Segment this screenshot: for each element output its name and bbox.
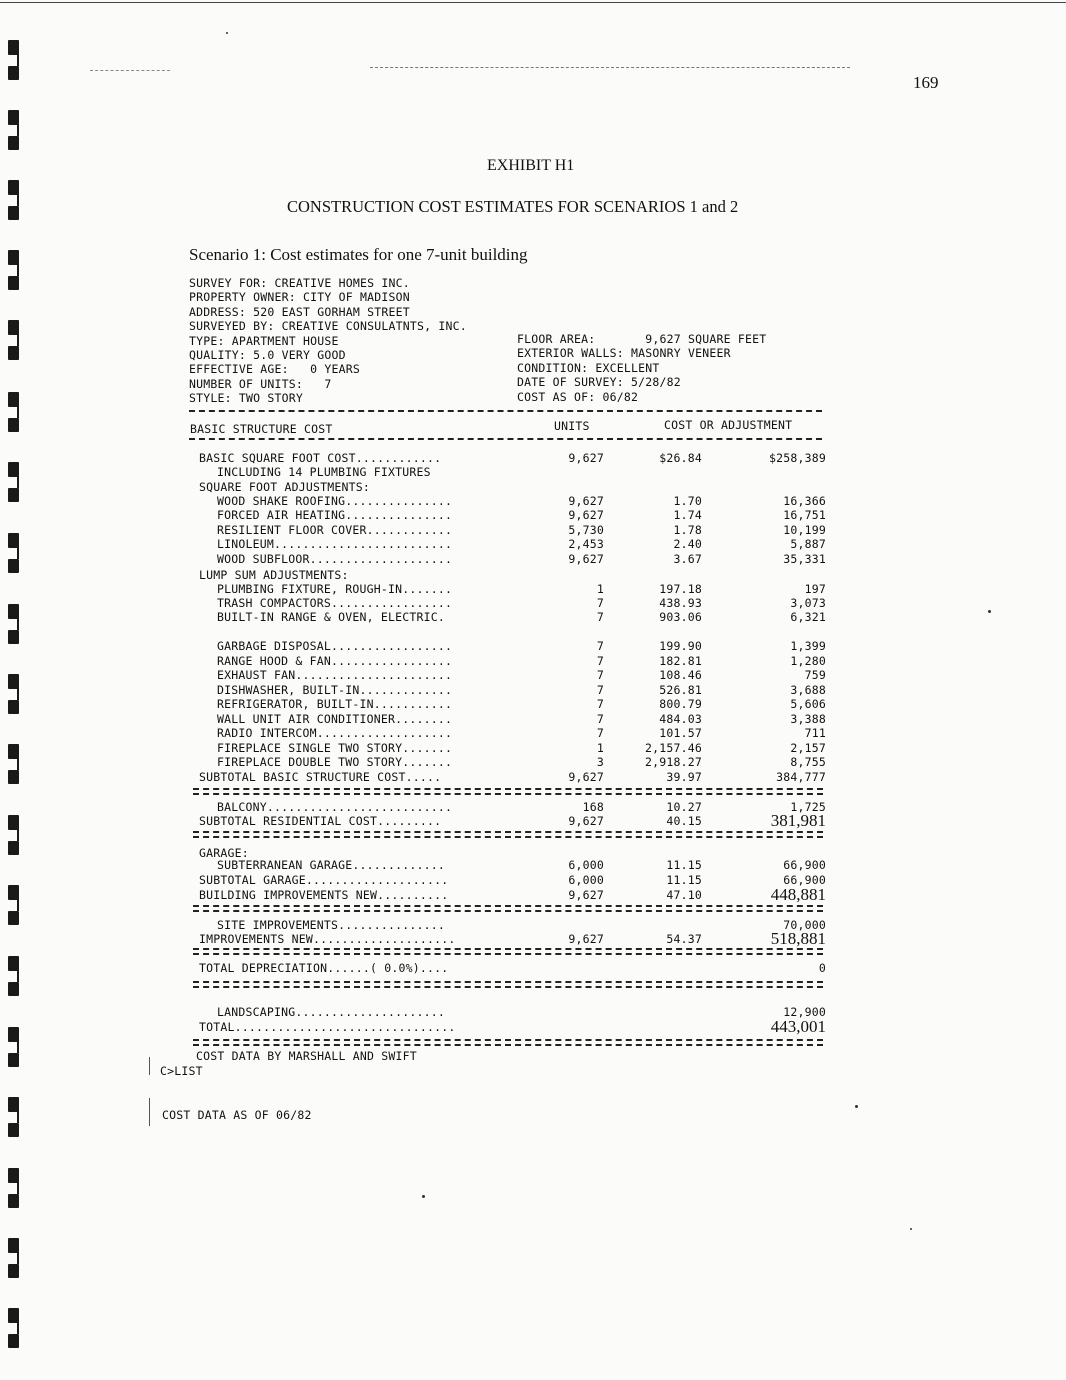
row-adjustment: 711 (804, 726, 826, 740)
scan-mark (90, 70, 170, 71)
cost-data-source: COST DATA BY MARSHALL AND SWIFT (196, 1049, 417, 1063)
row-unit-cost: 1.78 (673, 523, 702, 537)
row-adjustment: 0 (818, 961, 826, 975)
table-row (0, 465, 1066, 479)
column-header-units: UNITS (554, 419, 590, 433)
table-row (0, 885, 1066, 904)
table-row (0, 770, 1066, 784)
row-adjustment: 518,881 (770, 929, 826, 948)
survey-info-line: PROPERTY OWNER: CITY OF MADISON (189, 290, 410, 305)
row-adjustment: 448,881 (770, 885, 826, 904)
table-row (0, 596, 1066, 610)
scan-mark (149, 1057, 150, 1075)
rule (193, 953, 823, 955)
row-units: 7 (596, 712, 604, 726)
survey-info-line: CONDITION: EXCELLENT (517, 360, 660, 375)
row-label: PLUMBING FIXTURE, ROUGH-IN....... (217, 582, 453, 596)
row-label: IMPROVEMENTS NEW.................... (199, 932, 456, 946)
row-adjustment: 1,399 (790, 639, 826, 653)
survey-info-line: ADDRESS: 520 EAST GORHAM STREET (189, 304, 410, 319)
row-label: SUBTOTAL BASIC STRUCTURE COST..... (199, 770, 442, 784)
table-row (0, 755, 1066, 769)
table-row (0, 480, 1066, 494)
row-adjustment: 3,073 (790, 596, 826, 610)
table-row (0, 961, 1066, 975)
row-units: 7 (596, 610, 604, 624)
row-units: 168 (582, 800, 604, 814)
rule (193, 1044, 823, 1046)
table-row (0, 568, 1066, 582)
table-row (0, 811, 1066, 830)
table-row (0, 582, 1066, 596)
row-label: SITE IMPROVEMENTS............... (217, 918, 445, 932)
rule (193, 948, 823, 950)
row-label: LANDSCAPING..................... (217, 1005, 445, 1019)
row-label: INCLUDING 14 PLUMBING FIXTURES (217, 465, 431, 479)
table-row (0, 929, 1066, 948)
rule (193, 788, 823, 790)
row-units: 9,627 (568, 494, 604, 508)
rule (193, 986, 823, 988)
row-unit-cost: 1.70 (673, 494, 702, 508)
row-label: DISHWASHER, BUILT-IN............. (217, 683, 453, 697)
row-adjustment: 759 (804, 668, 826, 682)
row-label: TOTAL DEPRECIATION......( 0.0%).... (199, 961, 449, 975)
row-adjustment: 384,777 (776, 770, 826, 784)
table-row (0, 1017, 1066, 1036)
row-unit-cost: $26.84 (659, 451, 702, 465)
rule (193, 831, 823, 833)
table-row (0, 741, 1066, 755)
row-adjustment: 3,388 (790, 712, 826, 726)
row-label: SUBTERRANEAN GARAGE............. (217, 858, 445, 872)
row-units: 7 (596, 596, 604, 610)
row-units: 7 (596, 668, 604, 682)
row-units: 3 (596, 755, 604, 769)
table-row (0, 697, 1066, 711)
cost-data-date: COST DATA AS OF 06/82 (162, 1108, 312, 1122)
row-units: 9,627 (568, 451, 604, 465)
row-adjustment: $258,389 (769, 451, 826, 465)
row-label: FIREPLACE DOUBLE TWO STORY....... (217, 755, 453, 769)
row-label: SQUARE FOOT ADJUSTMENTS: (199, 480, 370, 494)
row-units: 9,627 (568, 888, 604, 902)
row-label: LINOLEUM......................... (217, 537, 453, 551)
row-label: RANGE HOOD & FAN................. (217, 654, 453, 668)
row-unit-cost: 108.46 (659, 668, 702, 682)
survey-info-line: NUMBER OF UNITS: 7 (189, 376, 332, 391)
table-row (0, 800, 1066, 814)
row-label: RADIO INTERCOM................... (217, 726, 453, 740)
exhibit-label: EXHIBIT H1 (487, 157, 575, 174)
row-label: FIREPLACE SINGLE TWO STORY....... (217, 741, 453, 755)
table-row (0, 639, 1066, 653)
row-units: 7 (596, 697, 604, 711)
row-label: WALL UNIT AIR CONDITIONER........ (217, 712, 453, 726)
rule (193, 836, 823, 838)
row-unit-cost: 438.93 (659, 596, 702, 610)
row-adjustment: 1,725 (790, 800, 826, 814)
row-units: 6,000 (568, 873, 604, 887)
rule (193, 793, 823, 795)
rule (193, 910, 823, 912)
rule (189, 410, 822, 412)
column-header-cost: COST OR ADJUSTMENT (664, 418, 793, 432)
row-label: BUILT-IN RANGE & OVEN, ELECTRIC. (217, 610, 445, 624)
table-row (0, 726, 1066, 740)
table-row (0, 610, 1066, 624)
row-units: 9,627 (568, 770, 604, 784)
survey-info-line: EFFECTIVE AGE: 0 YEARS (189, 362, 360, 377)
table-row (0, 508, 1066, 522)
survey-info-line: TYPE: APARTMENT HOUSE (189, 333, 339, 348)
row-units: 9,627 (568, 552, 604, 566)
row-label: BALCONY.......................... (217, 800, 453, 814)
row-unit-cost: 526.81 (659, 683, 702, 697)
row-adjustment: 3,688 (790, 683, 826, 697)
row-unit-cost: 903.06 (659, 610, 702, 624)
row-adjustment: 5,606 (790, 697, 826, 711)
row-unit-cost: 197.18 (659, 582, 702, 596)
table-row (0, 523, 1066, 537)
row-unit-cost: 54.37 (666, 932, 702, 946)
scenario-heading: Scenario 1: Cost estimates for one 7-unit building (189, 245, 528, 264)
row-unit-cost: 39.97 (666, 770, 702, 784)
row-label: RESILIENT FLOOR COVER............ (217, 523, 453, 537)
row-label: TRASH COMPACTORS................. (217, 596, 453, 610)
scan-mark (149, 1098, 150, 1126)
row-unit-cost: 10.27 (666, 800, 702, 814)
row-unit-cost: 1.74 (673, 508, 702, 522)
speck (226, 32, 228, 34)
table-row (0, 494, 1066, 508)
row-label: GARAGE: (199, 846, 249, 860)
table-row (0, 451, 1066, 465)
row-adjustment: 16,751 (783, 508, 826, 522)
row-adjustment: 66,900 (783, 873, 826, 887)
table-row (0, 712, 1066, 726)
row-adjustment: 6,321 (790, 610, 826, 624)
page-number: 169 (913, 73, 939, 92)
survey-info-line: STYLE: TWO STORY (189, 391, 303, 406)
scan-edge (0, 2, 1066, 3)
row-unit-cost: 484.03 (659, 712, 702, 726)
table-row (0, 858, 1066, 872)
row-unit-cost: 11.15 (666, 858, 702, 872)
row-unit-cost: 3.67 (673, 552, 702, 566)
row-unit-cost: 199.90 (659, 639, 702, 653)
survey-info-line: QUALITY: 5.0 VERY GOOD (189, 348, 346, 362)
row-unit-cost: 2.40 (673, 537, 702, 551)
row-unit-cost: 2,918.27 (645, 755, 702, 769)
table-row (0, 1005, 1066, 1019)
rule (189, 438, 822, 440)
row-adjustment: 197 (804, 582, 826, 596)
row-units: 9,627 (568, 932, 604, 946)
row-units: 7 (596, 726, 604, 740)
speck (910, 1228, 912, 1230)
row-units: 9,627 (568, 508, 604, 522)
row-unit-cost: 2,157.46 (645, 741, 702, 755)
row-unit-cost: 800.79 (659, 697, 702, 711)
table-row (0, 668, 1066, 682)
row-label: TOTAL............................... (199, 1020, 456, 1034)
table-row (0, 918, 1066, 932)
table-row (0, 873, 1066, 887)
row-units: 2,453 (568, 537, 604, 551)
row-label: SUBTOTAL RESIDENTIAL COST......... (199, 814, 442, 828)
survey-info-line: DATE OF SURVEY: 5/28/82 (517, 375, 681, 390)
speck (422, 1195, 425, 1198)
row-unit-cost: 11.15 (666, 873, 702, 887)
row-adjustment: 70,000 (783, 918, 826, 932)
row-adjustment: 16,366 (783, 494, 826, 508)
row-unit-cost: 182.81 (659, 654, 702, 668)
row-units: 6,000 (568, 858, 604, 872)
command-prompt: C>LIST (160, 1064, 203, 1078)
rule (193, 981, 823, 983)
row-adjustment: 10,199 (783, 523, 826, 537)
column-header-label: BASIC STRUCTURE COST (190, 422, 333, 436)
page-title: CONSTRUCTION COST ESTIMATES FOR SCENARIOS 1 and 2 (287, 197, 739, 216)
speck (855, 1105, 858, 1108)
row-units: 7 (596, 639, 604, 653)
row-units: 7 (596, 683, 604, 697)
row-adjustment: 8,755 (790, 755, 826, 769)
row-adjustment: 12,900 (783, 1005, 826, 1019)
table-row (0, 537, 1066, 551)
row-adjustment: 66,900 (783, 858, 826, 872)
row-label: BASIC SQUARE FOOT COST............ (199, 451, 442, 465)
row-label: SUBTOTAL GARAGE.................... (199, 873, 449, 887)
survey-info-line: EXTERIOR WALLS: MASONRY VENEER (517, 346, 731, 361)
survey-info-line: COST AS OF: 06/82 (517, 389, 639, 404)
row-label: GARBAGE DISPOSAL................. (217, 639, 453, 653)
row-label: WOOD SUBFLOOR.................... (217, 552, 453, 566)
rule (193, 1039, 823, 1041)
speck (988, 610, 991, 613)
row-units: 9,627 (568, 814, 604, 828)
row-unit-cost: 47.10 (666, 888, 702, 902)
survey-info-line: SURVEYED BY: CREATIVE CONSULATNTS, INC. (189, 319, 467, 334)
row-adjustment: 2,157 (790, 741, 826, 755)
row-unit-cost: 101.57 (659, 726, 702, 740)
row-label: REFRIGERATOR, BUILT-IN........... (217, 697, 453, 711)
row-units: 5,730 (568, 523, 604, 537)
scan-mark (370, 67, 850, 68)
row-label: FORCED AIR HEATING............... (217, 508, 453, 522)
row-units: 7 (596, 654, 604, 668)
row-label: EXHAUST FAN...................... (217, 668, 453, 682)
table-row (0, 552, 1066, 566)
row-label: BUILDING IMPROVEMENTS NEW.......... (199, 888, 449, 902)
row-units: 1 (596, 741, 604, 755)
row-adjustment: 5,887 (790, 537, 826, 551)
table-row (0, 654, 1066, 668)
row-adjustment: 443,001 (770, 1017, 826, 1036)
row-adjustment: 1,280 (790, 654, 826, 668)
row-label: LUMP SUM ADJUSTMENTS: (199, 568, 349, 582)
row-adjustment: 381,981 (770, 811, 826, 830)
row-adjustment: 35,331 (783, 552, 826, 566)
survey-info-line: SURVEY FOR: CREATIVE HOMES INC. (189, 276, 410, 290)
survey-info-line: FLOOR AREA: 9,627 SQUARE FEET (517, 332, 767, 346)
table-row (0, 683, 1066, 697)
rule (193, 905, 823, 907)
row-label: WOOD SHAKE ROOFING............... (217, 494, 453, 508)
row-unit-cost: 40.15 (666, 814, 702, 828)
row-units: 1 (596, 582, 604, 596)
